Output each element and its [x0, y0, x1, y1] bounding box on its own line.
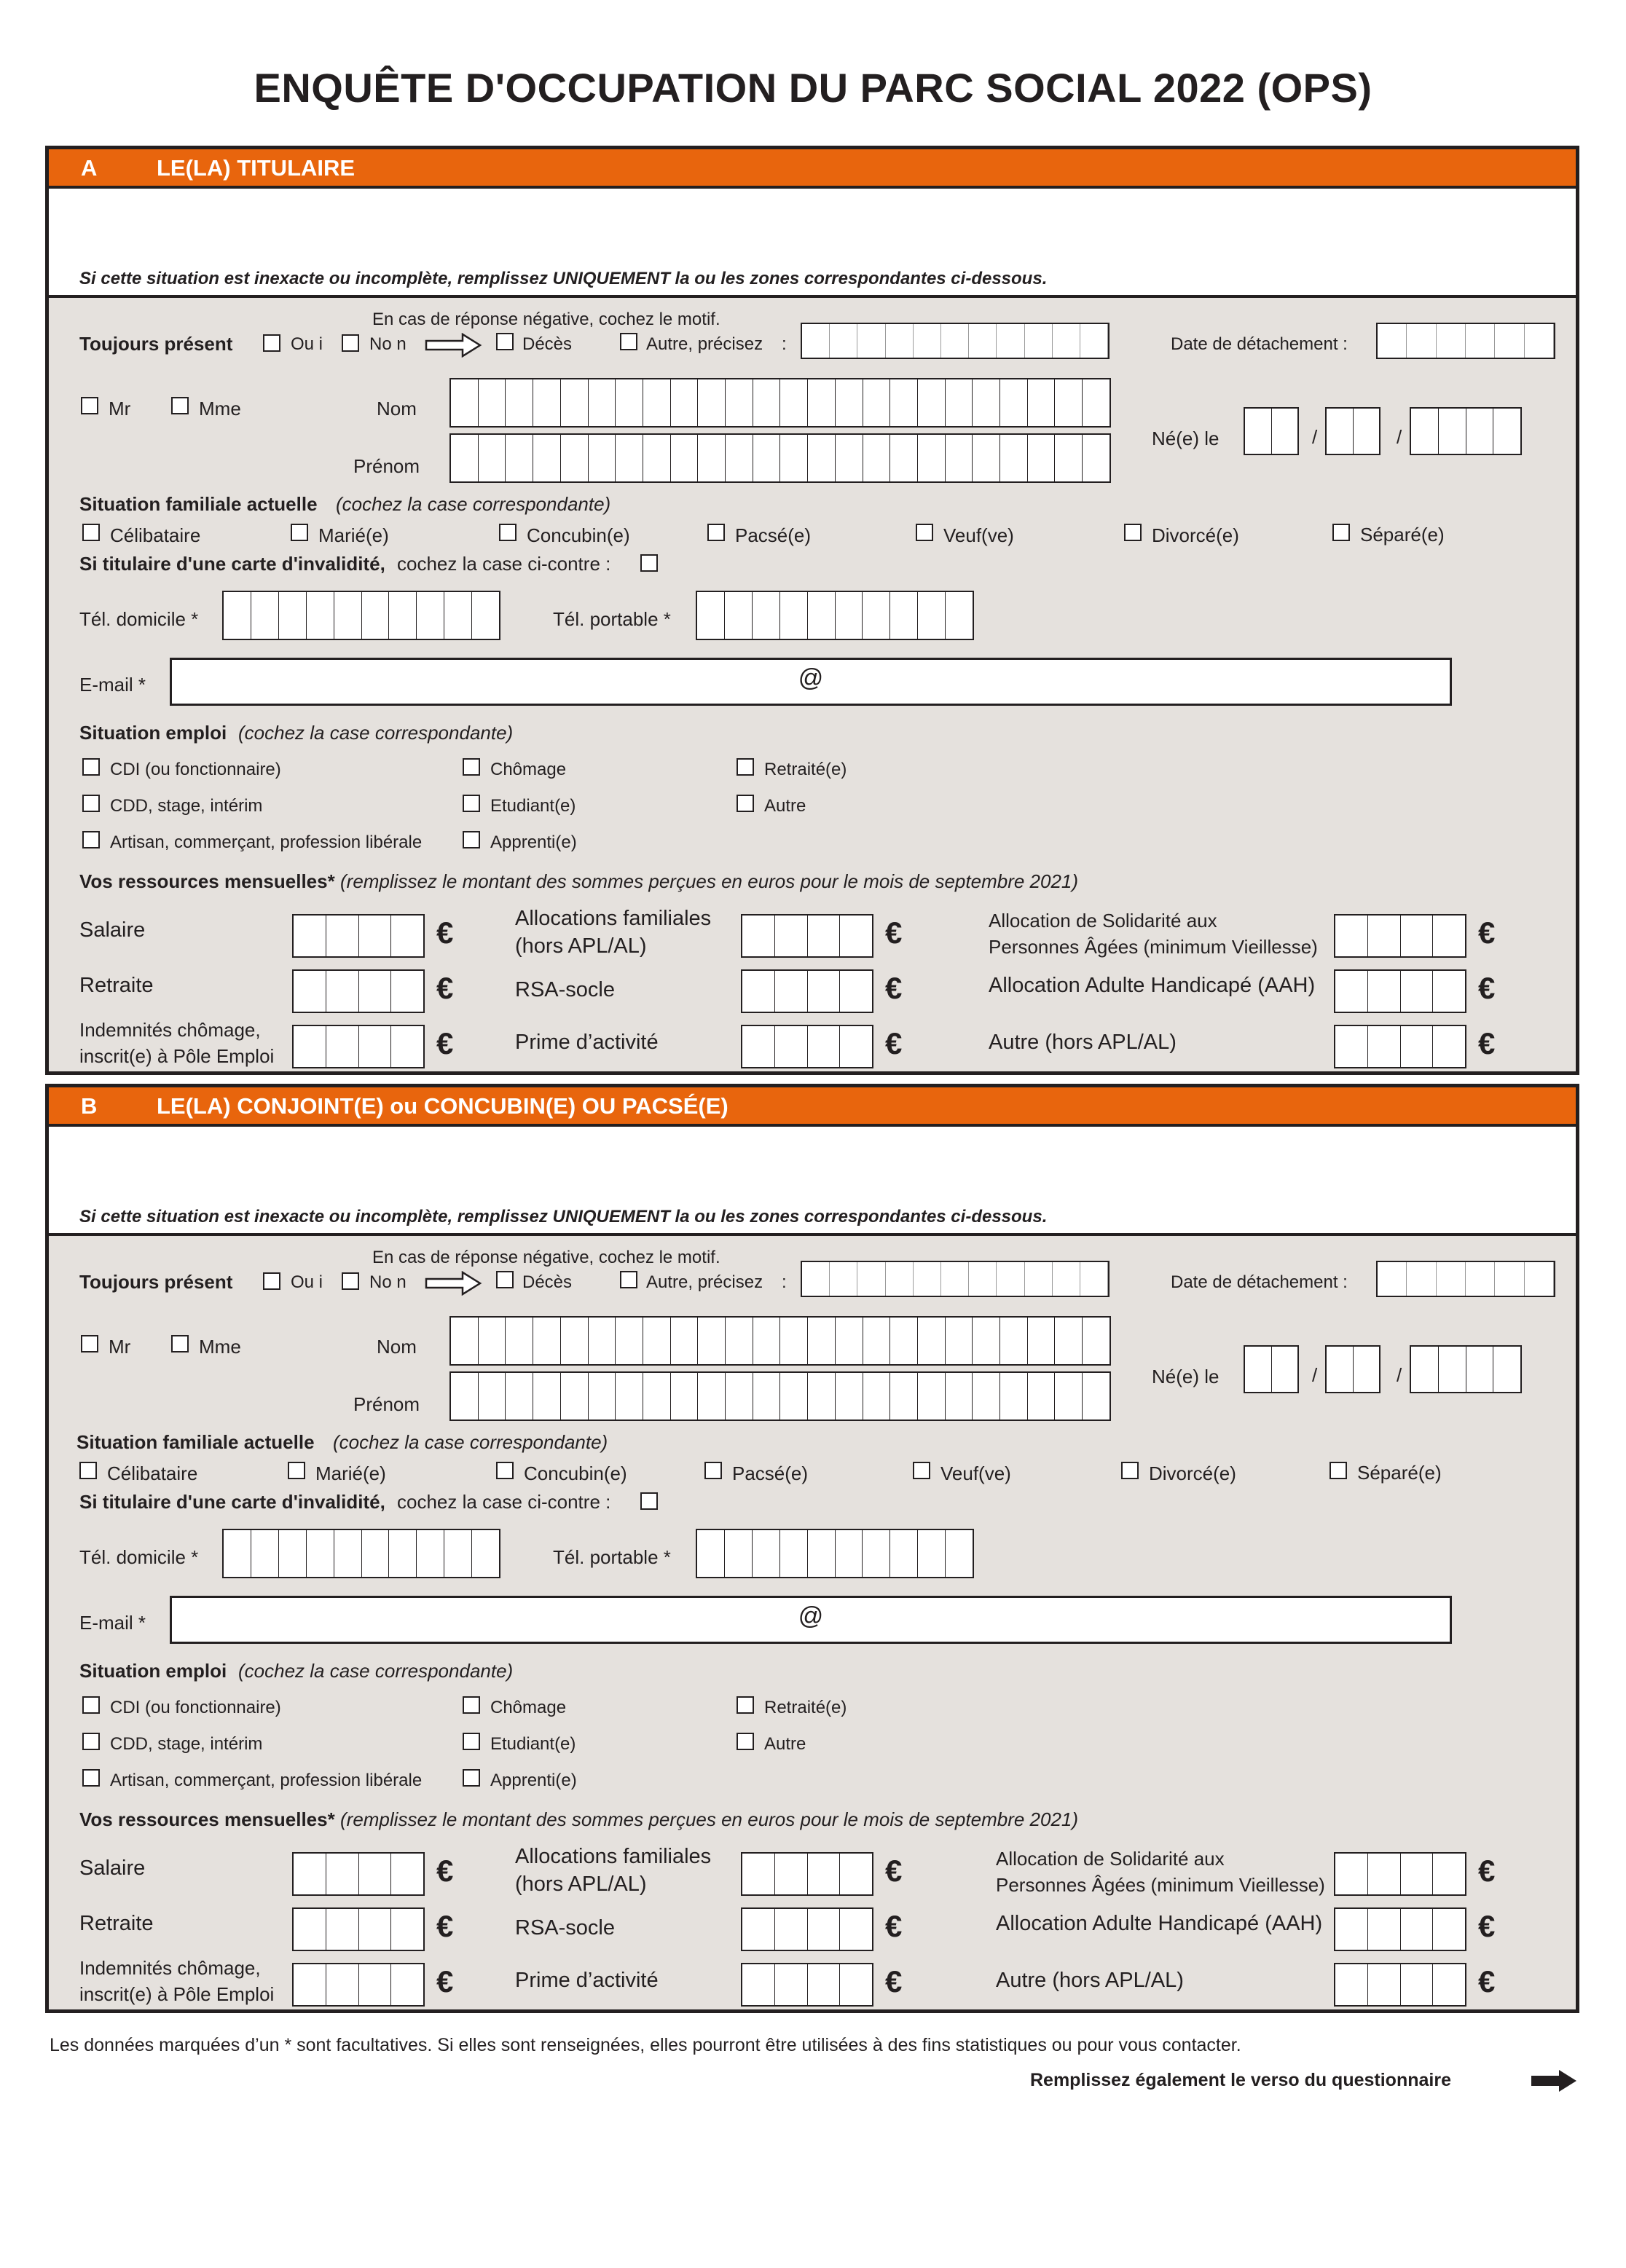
autre-precisez-input[interactable]	[801, 323, 1109, 359]
emploi-option-label: Autre	[764, 1734, 806, 1754]
etudiant-checkbox[interactable]	[463, 1733, 480, 1750]
aspa-label-line1: Allocation de Solidarité aux	[996, 1848, 1225, 1870]
date-detachement-input[interactable]	[1376, 323, 1555, 359]
familiale-option-label: Célibataire	[110, 524, 201, 546]
salaire-label: Salaire	[79, 918, 146, 942]
familiale-option-label: Divorcé(e)	[1149, 1462, 1236, 1484]
birth-year-input[interactable]	[1410, 407, 1522, 455]
emploi-option-label: Artisan, commerçant, profession libérale	[110, 1771, 423, 1790]
deces-checkbox[interactable]	[496, 1271, 514, 1288]
euro-icon: €	[436, 1964, 454, 1999]
chomage-label-line2: inscrit(e) à Pôle Emploi	[79, 1045, 275, 1067]
oui-checkbox[interactable]	[263, 1272, 280, 1290]
euro-icon: €	[1478, 1026, 1496, 1060]
negative-hint: En cas de réponse négative, cochez le motif.	[372, 310, 720, 329]
etudiant-checkbox[interactable]	[463, 795, 480, 812]
mr-label: Mr	[109, 398, 131, 420]
salaire-input[interactable]	[292, 914, 425, 958]
prenom-input[interactable]	[449, 433, 1111, 483]
familiale-option-label: Pacsé(e)	[735, 524, 812, 546]
ressources-label: Vos ressources mensuelles*	[79, 870, 335, 892]
invalidite-label: Si titulaire d'une carte d'invalidité,	[79, 1491, 385, 1513]
mme-checkbox[interactable]	[171, 397, 189, 414]
section-letter: B	[81, 1093, 98, 1119]
oui-label: Ou i	[291, 1272, 323, 1292]
cdi-checkbox[interactable]	[82, 758, 100, 776]
cochez-hint: (cochez la case correspondante)	[336, 493, 611, 515]
chomage-label-line2: inscrit(e) à Pôle Emploi	[79, 1983, 275, 2005]
emploi-option-label: CDI (ou fonctionnaire)	[110, 760, 281, 779]
autre-precisez-label: Autre, précisez	[646, 1272, 763, 1292]
alloc-fam-label-line2: (hors APL/AL)	[515, 1873, 647, 1896]
emploi-option-label: Chômage	[490, 760, 567, 779]
divorce-checkbox[interactable]	[1121, 1462, 1139, 1479]
veuf-checkbox[interactable]	[916, 524, 933, 541]
prefilled-zone	[49, 1124, 1576, 1236]
autre-apl-label: Autre (hors APL/AL)	[996, 1969, 1184, 1992]
aspa-label-line2: Personnes Âgées (minimum Vieillesse)	[989, 936, 1318, 958]
mme-checkbox[interactable]	[171, 1335, 189, 1352]
familiale-option-label: Marié(e)	[315, 1462, 386, 1484]
separe-checkbox[interactable]	[1332, 524, 1350, 541]
familiale-option-label: Séparé(e)	[1360, 524, 1445, 546]
cochez-hint: (cochez la case correspondante)	[333, 1431, 608, 1453]
birth-month-input[interactable]	[1325, 1345, 1380, 1393]
aah-label: Allocation Adulte Handicapé (AAH)	[989, 974, 1316, 997]
euro-icon: €	[436, 916, 454, 950]
at-sign: @	[798, 1602, 824, 1630]
deces-label: Décès	[522, 1272, 573, 1292]
euro-icon: €	[1478, 916, 1496, 950]
verso-instruction: Remplissez également le verso du questionnaire	[1030, 2070, 1451, 2090]
euro-icon: €	[1478, 1964, 1496, 1999]
euro-icon: €	[885, 1854, 903, 1888]
euro-icon: €	[1478, 971, 1496, 1005]
arrow-right-icon	[425, 1271, 483, 1296]
tel-domicile-label: Tél. domicile *	[79, 1546, 199, 1568]
prime-label: Prime d’activité	[515, 1031, 659, 1054]
celibataire-checkbox[interactable]	[79, 1462, 97, 1479]
toujours-present-label: Toujours présent	[79, 1271, 233, 1293]
emploi-option-label: CDI (ou fonctionnaire)	[110, 1698, 281, 1717]
familiale-option-label: Concubin(e)	[524, 1462, 627, 1484]
familiale-option-label: Divorcé(e)	[1152, 524, 1239, 546]
date-separator: /	[1312, 426, 1318, 448]
apprenti-checkbox[interactable]	[463, 1769, 480, 1787]
invalidite-checkbox[interactable]	[640, 554, 658, 572]
artisan-checkbox[interactable]	[82, 831, 100, 848]
tel-portable-label: Tél. portable *	[553, 608, 671, 630]
salaire-input[interactable]	[292, 1852, 425, 1896]
chomage-label-line1: Indemnités chômage,	[79, 1019, 261, 1041]
mme-label: Mme	[199, 1336, 241, 1358]
non-label: No n	[369, 334, 406, 354]
ressources-hint: (remplissez le montant des sommes perçues en euros pour le mois de septembre 2021)	[340, 870, 1079, 892]
prime-input[interactable]	[741, 1963, 873, 2007]
situation-emploi-label: Situation emploi	[79, 722, 227, 744]
section-b	[45, 1084, 1579, 2013]
separe-checkbox[interactable]	[1330, 1462, 1347, 1479]
rsa-input[interactable]	[741, 1907, 873, 1951]
mr-checkbox[interactable]	[81, 397, 98, 414]
familiale-option-label: Célibataire	[107, 1462, 198, 1484]
birth-month-input[interactable]	[1325, 407, 1380, 455]
autre-apl-input[interactable]	[1334, 1025, 1466, 1068]
aspa-label-line2: Personnes Âgées (minimum Vieillesse)	[996, 1874, 1325, 1896]
euro-icon: €	[436, 1026, 454, 1060]
aspa-input[interactable]	[1334, 1852, 1466, 1896]
autre-emploi-checkbox[interactable]	[737, 795, 754, 812]
ne-le-label: Né(e) le	[1152, 1366, 1220, 1387]
retraite-checkbox[interactable]	[737, 758, 754, 776]
euro-icon: €	[885, 971, 903, 1005]
invalidite-label: Si titulaire d'une carte d'invalidité,	[79, 553, 385, 575]
emploi-option-label: Etudiant(e)	[490, 796, 576, 816]
oui-label: Ou i	[291, 334, 323, 354]
section-header	[49, 1087, 1576, 1124]
rsa-label: RSA-socle	[515, 1916, 615, 1940]
invalidite-checkbox[interactable]	[640, 1492, 658, 1510]
situation-emploi-label: Situation emploi	[79, 1660, 227, 1682]
nom-input[interactable]	[449, 1316, 1111, 1366]
aah-label: Allocation Adulte Handicapé (AAH)	[996, 1912, 1323, 1935]
section-body	[49, 298, 1576, 1070]
emploi-option-label: Retraité(e)	[764, 1698, 847, 1717]
autre-apl-label: Autre (hors APL/AL)	[989, 1031, 1177, 1054]
familiale-option-label: Séparé(e)	[1357, 1462, 1442, 1484]
alloc-fam-input[interactable]	[741, 1852, 873, 1896]
cochez-hint: (cochez la case correspondante)	[238, 1660, 514, 1682]
autre-checkbox[interactable]	[620, 1271, 637, 1288]
emploi-option-label: Chômage	[490, 1698, 567, 1717]
page-title: ENQUÊTE D'OCCUPATION DU PARC SOCIAL 2022 (OPS)	[254, 65, 1372, 111]
alloc-fam-label-line1: Allocations familiales	[515, 1845, 712, 1868]
ressources-hint: (remplissez le montant des sommes perçues en euros pour le mois de septembre 2021)	[340, 1808, 1079, 1830]
tel-domicile-label: Tél. domicile *	[79, 608, 199, 630]
prime-label: Prime d’activité	[515, 1969, 659, 1992]
rsa-label: RSA-socle	[515, 978, 615, 1001]
correction-note: Si cette situation est inexacte ou incomplète, remplissez UNIQUEMENT la ou les zones correspondantes ci-dessous.	[79, 269, 1048, 288]
alloc-fam-input[interactable]	[741, 914, 873, 958]
autre-precisez-input[interactable]	[801, 1261, 1109, 1297]
celibataire-checkbox[interactable]	[82, 524, 100, 541]
birth-year-input[interactable]	[1410, 1345, 1522, 1393]
euro-icon: €	[436, 971, 454, 1005]
email-input[interactable]	[170, 1596, 1452, 1644]
divorce-checkbox[interactable]	[1124, 524, 1142, 541]
euro-icon: €	[885, 1909, 903, 1943]
deces-checkbox[interactable]	[496, 333, 514, 350]
arrow-right-icon	[1530, 2068, 1579, 2093]
invalidite-hint: cochez la case ci-contre :	[397, 553, 611, 575]
oui-checkbox[interactable]	[263, 334, 280, 352]
chomage-checkbox[interactable]	[463, 758, 480, 776]
retraite-label: Retraite	[79, 1912, 154, 1935]
autre-apl-input[interactable]	[1334, 1963, 1466, 2007]
familiale-option-label: Concubin(e)	[527, 524, 630, 546]
tel-portable-label: Tél. portable *	[553, 1546, 671, 1568]
colon: :	[782, 334, 787, 354]
section-body	[49, 1236, 1576, 2008]
pacse-checkbox[interactable]	[704, 1462, 722, 1479]
apprenti-checkbox[interactable]	[463, 831, 480, 848]
euro-icon: €	[885, 916, 903, 950]
pacse-checkbox[interactable]	[707, 524, 725, 541]
tel-domicile-input[interactable]	[222, 591, 500, 640]
negative-hint: En cas de réponse négative, cochez le motif.	[372, 1248, 720, 1267]
aah-input[interactable]	[1334, 969, 1466, 1013]
non-checkbox[interactable]	[342, 1272, 359, 1290]
tel-portable-input[interactable]	[696, 1529, 974, 1578]
salaire-label: Salaire	[79, 1856, 146, 1880]
toujours-present-label: Toujours présent	[79, 333, 233, 355]
deces-label: Décès	[522, 334, 573, 354]
situation-familiale-label: Situation familiale actuelle	[79, 493, 318, 515]
cdi-checkbox[interactable]	[82, 1696, 100, 1714]
familiale-option-label: Veuf(ve)	[943, 524, 1014, 546]
aspa-input[interactable]	[1334, 914, 1466, 958]
emploi-option-label: Apprenti(e)	[490, 1771, 577, 1790]
euro-icon: €	[1478, 1854, 1496, 1888]
section-header	[49, 149, 1576, 186]
nom-input[interactable]	[449, 378, 1111, 428]
email-input[interactable]	[170, 658, 1452, 706]
alloc-fam-label-line1: Allocations familiales	[515, 907, 712, 930]
chomage-input[interactable]	[292, 1025, 425, 1068]
prenom-label: Prénom	[353, 455, 420, 477]
alloc-fam-label-line2: (hors APL/AL)	[515, 934, 647, 958]
euro-icon: €	[1478, 1909, 1496, 1943]
colon: :	[782, 1272, 787, 1292]
prenom-label: Prénom	[353, 1393, 420, 1415]
emploi-option-label: Artisan, commerçant, profession libérale	[110, 832, 423, 852]
correction-note: Si cette situation est inexacte ou incomplète, remplissez UNIQUEMENT la ou les zones correspondantes ci-dessous.	[79, 1207, 1048, 1226]
email-label: E-mail *	[79, 1612, 146, 1634]
mr-label: Mr	[109, 1336, 131, 1358]
emploi-option-label: Autre	[764, 796, 806, 816]
tel-portable-input[interactable]	[696, 591, 974, 640]
familiale-option-label: Marié(e)	[318, 524, 389, 546]
chomage-input[interactable]	[292, 1963, 425, 2007]
euro-icon: €	[885, 1964, 903, 1999]
situation-familiale-label: Situation familiale actuelle	[76, 1431, 315, 1453]
veuf-checkbox[interactable]	[913, 1462, 930, 1479]
mr-checkbox[interactable]	[81, 1335, 98, 1352]
retraite-label: Retraite	[79, 974, 154, 997]
euro-icon: €	[436, 1909, 454, 1943]
marie-checkbox[interactable]	[291, 524, 308, 541]
aah-input[interactable]	[1334, 1907, 1466, 1951]
retraite-checkbox[interactable]	[737, 1696, 754, 1714]
marie-checkbox[interactable]	[288, 1462, 305, 1479]
chomage-checkbox[interactable]	[463, 1696, 480, 1714]
section-a	[45, 146, 1579, 1075]
prenom-input[interactable]	[449, 1371, 1111, 1421]
tel-domicile-input[interactable]	[222, 1529, 500, 1578]
cochez-hint: (cochez la case correspondante)	[238, 722, 514, 744]
nom-label: Nom	[377, 1336, 417, 1358]
at-sign: @	[798, 664, 824, 692]
non-checkbox[interactable]	[342, 334, 359, 352]
birth-day-input[interactable]	[1244, 407, 1299, 455]
emploi-option-label: Apprenti(e)	[490, 832, 577, 852]
date-detachement-label: Date de détachement :	[1171, 334, 1348, 354]
cdd-checkbox[interactable]	[82, 1733, 100, 1750]
email-label: E-mail *	[79, 674, 146, 696]
autre-precisez-label: Autre, précisez	[646, 334, 763, 354]
euro-icon: €	[436, 1854, 454, 1888]
familiale-option-label: Veuf(ve)	[940, 1462, 1011, 1484]
prime-input[interactable]	[741, 1025, 873, 1068]
familiale-option-label: Pacsé(e)	[732, 1462, 809, 1484]
emploi-option-label: Retraité(e)	[764, 760, 847, 779]
prefilled-zone	[49, 186, 1576, 298]
autre-checkbox[interactable]	[620, 333, 637, 350]
invalidite-hint: cochez la case ci-contre :	[397, 1491, 611, 1513]
section-title: LE(LA) CONJOINT(E) ou CONCUBIN(E) OU PACSÉ(E)	[157, 1093, 728, 1119]
section-title: LE(LA) TITULAIRE	[157, 155, 356, 181]
non-label: No n	[369, 1272, 406, 1292]
footer-note: Les données marquées d’un * sont facultatives. Si elles sont renseignées, elles pourront être utilisées à des fins statistiques ou pour vous contacter.	[50, 2035, 1241, 2055]
mme-label: Mme	[199, 398, 241, 420]
aspa-label-line1: Allocation de Solidarité aux	[989, 910, 1217, 932]
concubin-checkbox[interactable]	[499, 524, 517, 541]
cdd-checkbox[interactable]	[82, 795, 100, 812]
rsa-input[interactable]	[741, 969, 873, 1013]
retraite-input[interactable]	[292, 1907, 425, 1951]
date-separator: /	[1312, 1364, 1318, 1386]
ne-le-label: Né(e) le	[1152, 428, 1220, 449]
retraite-input[interactable]	[292, 969, 425, 1013]
emploi-option-label: CDD, stage, intérim	[110, 1734, 263, 1754]
birth-day-input[interactable]	[1244, 1345, 1299, 1393]
date-separator: /	[1397, 1364, 1402, 1386]
ressources-label: Vos ressources mensuelles*	[79, 1808, 335, 1830]
date-separator: /	[1397, 426, 1402, 448]
chomage-label-line1: Indemnités chômage,	[79, 1957, 261, 1979]
section-letter: A	[81, 155, 98, 181]
artisan-checkbox[interactable]	[82, 1769, 100, 1787]
emploi-option-label: CDD, stage, intérim	[110, 796, 263, 816]
date-detachement-label: Date de détachement :	[1171, 1272, 1348, 1292]
euro-icon: €	[885, 1026, 903, 1060]
arrow-right-icon	[425, 333, 483, 358]
date-detachement-input[interactable]	[1376, 1261, 1555, 1297]
autre-emploi-checkbox[interactable]	[737, 1733, 754, 1750]
nom-label: Nom	[377, 398, 417, 420]
concubin-checkbox[interactable]	[496, 1462, 514, 1479]
emploi-option-label: Etudiant(e)	[490, 1734, 576, 1754]
